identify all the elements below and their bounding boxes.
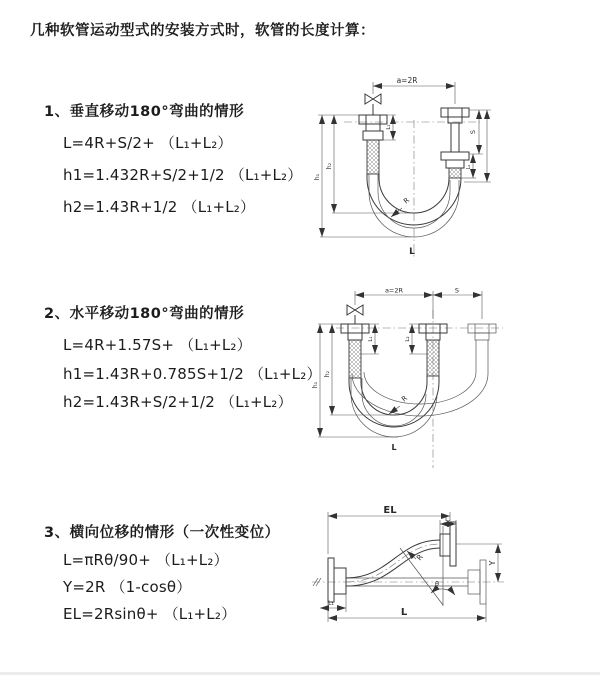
valve-symbol <box>365 94 381 115</box>
s-curve-hose <box>346 540 440 586</box>
dim-label-r: R <box>402 196 412 206</box>
dim-label-l: L <box>409 247 415 257</box>
dim-label-s: S <box>454 286 460 295</box>
diagram-vertical-180-bend <box>308 70 598 260</box>
dim-label-l1: L₁ <box>328 600 334 607</box>
right-pipe-two-positions <box>441 108 469 178</box>
engineering-drawing-2 <box>308 282 598 472</box>
section-2-formula-L: L=4R+1.57S+ （L₁+L₂） <box>63 336 252 354</box>
dimension-S <box>464 110 491 182</box>
left-pipe-fitting <box>359 115 387 174</box>
section-2-formula-h2: h2=1.43R+S/2+1/2 （L₁+L₂） <box>63 393 293 411</box>
dim-label-r: R <box>400 394 410 404</box>
dim-label-l2: L₂ <box>405 336 411 342</box>
radius-callout <box>389 394 409 414</box>
section-1-heading: 1、垂直移动180°弯曲的情形 <box>44 104 245 120</box>
diagram-lateral-displacement <box>298 498 598 643</box>
valve-symbol <box>347 305 363 324</box>
dimension-L2 <box>405 324 427 354</box>
dim-label-h2: h₂ <box>324 370 331 378</box>
hose-u-bends <box>349 354 488 437</box>
section-1-formula-L: L=4R+S/2+ （L₁+L₂） <box>63 134 233 152</box>
dim-label-r: R <box>414 552 425 563</box>
dim-label-l2: L₂ <box>466 164 472 170</box>
right-pipe-moved-position <box>468 324 496 354</box>
displaced-flange <box>440 522 456 566</box>
dim-label-l1: L₁ <box>386 124 392 130</box>
left-flange <box>328 558 346 602</box>
dim-label-y: Y <box>488 560 497 566</box>
section-3-formula-EL: EL=2Rsinθ+ （L₁+L₂） <box>63 605 237 623</box>
dimension-L-bottom <box>328 602 486 622</box>
section-3-heading: 3、横向位移的情形（一次性变位） <box>44 525 280 541</box>
dim-label-l: L <box>391 443 397 452</box>
dimension-L1-bottom-left <box>320 594 346 612</box>
dim-label-s: S <box>469 129 477 135</box>
angle-theta-construction <box>400 526 455 606</box>
section-2-formula-h1: h1=1.43R+0.785S+1/2 （L₁+L₂） <box>63 365 322 383</box>
dimension-L1 <box>361 324 379 354</box>
dim-label-a2r: a=2R <box>384 286 404 295</box>
page-title: 几种软管运动型式的安装方式时，软管的长度计算： <box>30 23 375 39</box>
dim-label-h1: h₁ <box>312 381 319 389</box>
diagram-horizontal-180-bend <box>308 282 598 472</box>
dim-label-theta: θ <box>435 580 439 588</box>
dimension-L2-top <box>440 516 456 534</box>
left-pipe-fitting <box>341 324 369 378</box>
dim-label-l2: L₂ <box>445 516 451 523</box>
engineering-drawing-3 <box>298 498 598 643</box>
dim-label-l: L <box>400 607 408 618</box>
section-2-heading: 2、水平移动180°弯曲的情形 <box>44 306 245 322</box>
section-1-formula-h2: h2=1.43R+1/2 （L₁+L₂） <box>63 198 256 216</box>
centerlines <box>312 544 504 586</box>
section-3-formula-L: L=πRθ/90+ （L₁+L₂） <box>63 551 229 569</box>
centerlines <box>336 310 503 468</box>
engineering-drawing-1 <box>308 70 598 260</box>
dim-label-l1: L₁ <box>368 336 374 342</box>
dimension-L1 <box>383 115 396 140</box>
section-1-formula-h1: h1=1.432R+S/2+1/2 （L₁+L₂） <box>63 166 303 184</box>
dimension-Y <box>456 544 502 582</box>
dim-label-h1: h₁ <box>314 173 321 181</box>
dimension-a-2R <box>373 76 455 104</box>
dimension-EL <box>328 505 450 554</box>
dim-label-a2r: a=2R <box>396 76 418 85</box>
dimension-a-2R-and-S <box>355 287 482 320</box>
dim-label-h2: h₂ <box>326 162 333 170</box>
section-3-formula-Y: Y=2R （1-cosθ） <box>63 578 192 596</box>
dim-label-el: EL <box>383 505 397 516</box>
